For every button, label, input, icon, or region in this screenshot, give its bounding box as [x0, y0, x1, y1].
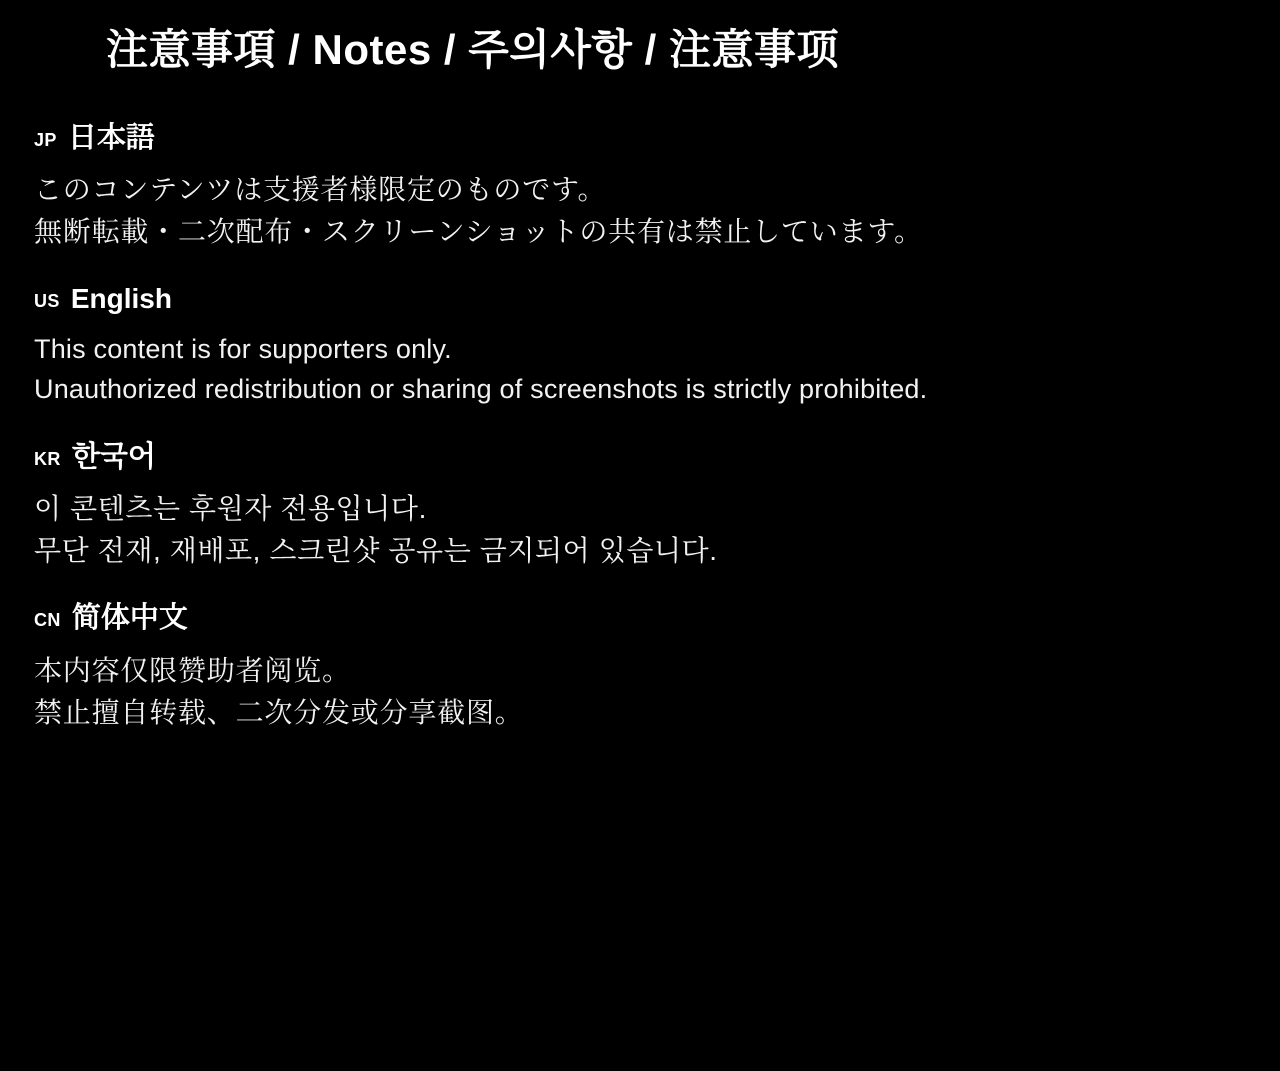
notice-line: 무단 전재, 재배포, 스크린샷 공유는 금지되어 있습니다. [34, 534, 718, 566]
section-label-chinese: 简体中文 [71, 602, 188, 635]
section-body-chinese [34, 650, 1246, 733]
section-label-japanese: 日本語 [67, 121, 155, 154]
language-code-cn: CN [34, 610, 61, 631]
section-heading-korean [34, 440, 1246, 475]
language-code-kr: KR [34, 448, 61, 469]
section-heading-japanese [34, 121, 1246, 156]
notice-line: このコンテンツは支援者様限定のものです。 [34, 174, 607, 206]
notice-line: 無断転載・二次配布・スクリーンショットの共有は禁止しています。 [34, 215, 923, 247]
section-heading-english [34, 282, 1246, 316]
section-japanese [34, 121, 1246, 253]
notice-line: This content is for supporters only. [34, 333, 452, 364]
section-label-korean: 한국어 [71, 440, 156, 473]
section-chinese-simplified [34, 601, 1246, 733]
page-title: 注意事項 / Notes / 주의사항 / 注意事项 [106, 26, 839, 73]
section-body-japanese [34, 169, 1246, 252]
section-body-korean [34, 488, 1246, 571]
notice-line: Unauthorized redistribution or sharing of screenshots is strictly prohibited. [34, 373, 928, 404]
notice-line: 本内容仅限赞助者阅览。 [34, 655, 351, 687]
language-code-jp: JP [34, 129, 57, 150]
bottom-spacer [34, 733, 1246, 773]
section-label-english: English [70, 283, 172, 315]
notice-line: 禁止擅自转载、二次分发或分享截图。 [34, 696, 524, 728]
section-korean [34, 440, 1246, 572]
section-body-english [34, 330, 1246, 410]
section-heading-chinese [34, 601, 1246, 636]
language-code-us: US [34, 291, 60, 312]
section-english [34, 282, 1246, 410]
notice-line: 이 콘텐츠는 후원자 전용입니다. [34, 493, 427, 525]
